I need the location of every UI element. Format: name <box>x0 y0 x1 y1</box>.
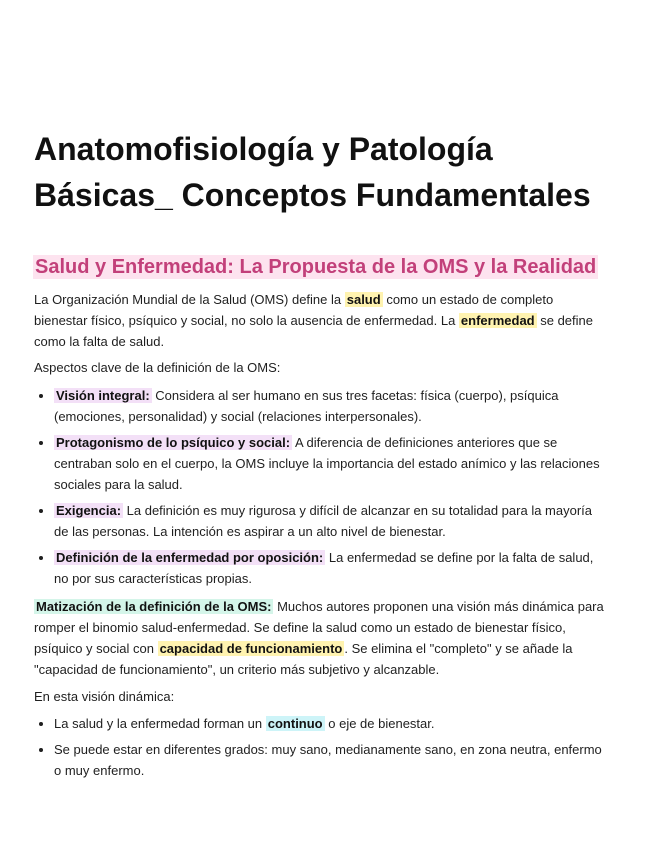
list-item-text: Se puede estar en diferentes grados: muy sano, medianamente sano, en zona neutra, enfermo o muy enfermo. <box>54 742 602 778</box>
list-item-text: La definición es muy rigurosa y difícil de alcanzar en su totalidad para la mayoría de las personas. La intención es aspirar a un alto nivel de bienestar. <box>54 503 593 539</box>
paragraph-text: En esta visión dinámica: <box>34 689 175 704</box>
list-item-text: o eje de bienestar. <box>324 716 435 731</box>
paragraph-who-definition <box>34 289 609 352</box>
list-item <box>54 739 609 781</box>
paragraph-nuance <box>34 596 609 680</box>
page-title <box>34 126 634 218</box>
highlight-continuo: continuo <box>267 716 323 731</box>
list-item <box>54 385 609 427</box>
key-aspects-list <box>34 385 609 594</box>
dynamic-vision-list <box>34 713 609 786</box>
list-item <box>54 500 609 542</box>
list-item-term: Visión integral: <box>56 388 150 403</box>
paragraph-text: Muchos autores proponen una visión más dinámica para romper el binomio salud-enfermedad. Se define la salud como un estado de bienestar físico, psíquico y social con <box>34 599 604 656</box>
paragraph-text: La Organización Mundial de la Salud (OMS) define la <box>34 292 345 307</box>
list-item-term: Exigencia: <box>56 503 122 518</box>
highlight-capacity: capacidad de funcionamiento <box>159 641 343 656</box>
list-item <box>54 432 609 495</box>
list-item-term: Definición de la enfermedad por oposición: <box>56 550 324 565</box>
list-item-text: La enfermedad se define por la falta de salud, no por sus características propias. <box>54 550 594 586</box>
list-item-text: Considera al ser humano en sus tres facetas: física (cuerpo), psíquica (emociones, personalidad) y social (relaciones interpersonales). <box>54 388 559 424</box>
list-item-text: La salud y la enfermedad forman un <box>54 716 266 731</box>
paragraph-text: como un estado de completo bienestar físico, psíquico y social, no solo la ausencia de enfermedad. La <box>34 292 554 328</box>
paragraph-text: . Se elimina el "completo" y se añade la "capacidad de funcionamiento", un criterio más subjetivo y alcanzable. <box>34 641 573 677</box>
page-title-line-1: Anatomofisiología y Patología <box>34 131 493 167</box>
paragraph-text: se define como la falta de salud. <box>34 313 593 349</box>
paragraph-key-aspects-intro <box>34 357 609 378</box>
highlight-nuance-term: Matización de la definición de la OMS: <box>36 599 272 614</box>
list-item <box>54 547 609 589</box>
list-item <box>54 713 609 734</box>
paragraph-dynamic-intro <box>34 686 609 707</box>
paragraph-text: Aspectos clave de la definición de la OMS: <box>34 360 281 375</box>
list-item-text: A diferencia de definiciones anteriores que se centraban solo en el cuerpo, la OMS incluye la importancia del estado anímico y las relaciones sociales para la salud. <box>54 435 600 492</box>
highlight-enfermedad: enfermedad <box>460 313 535 328</box>
page-title-line-2: Básicas_ Conceptos Fundamentales <box>34 177 591 213</box>
highlight-salud: salud <box>346 292 381 307</box>
section-heading <box>33 253 598 281</box>
list-item-term: Protagonismo de lo psíquico y social: <box>56 435 291 450</box>
section-heading-text: Salud y Enfermedad: La Propuesta de la OMS y la Realidad <box>35 256 597 278</box>
